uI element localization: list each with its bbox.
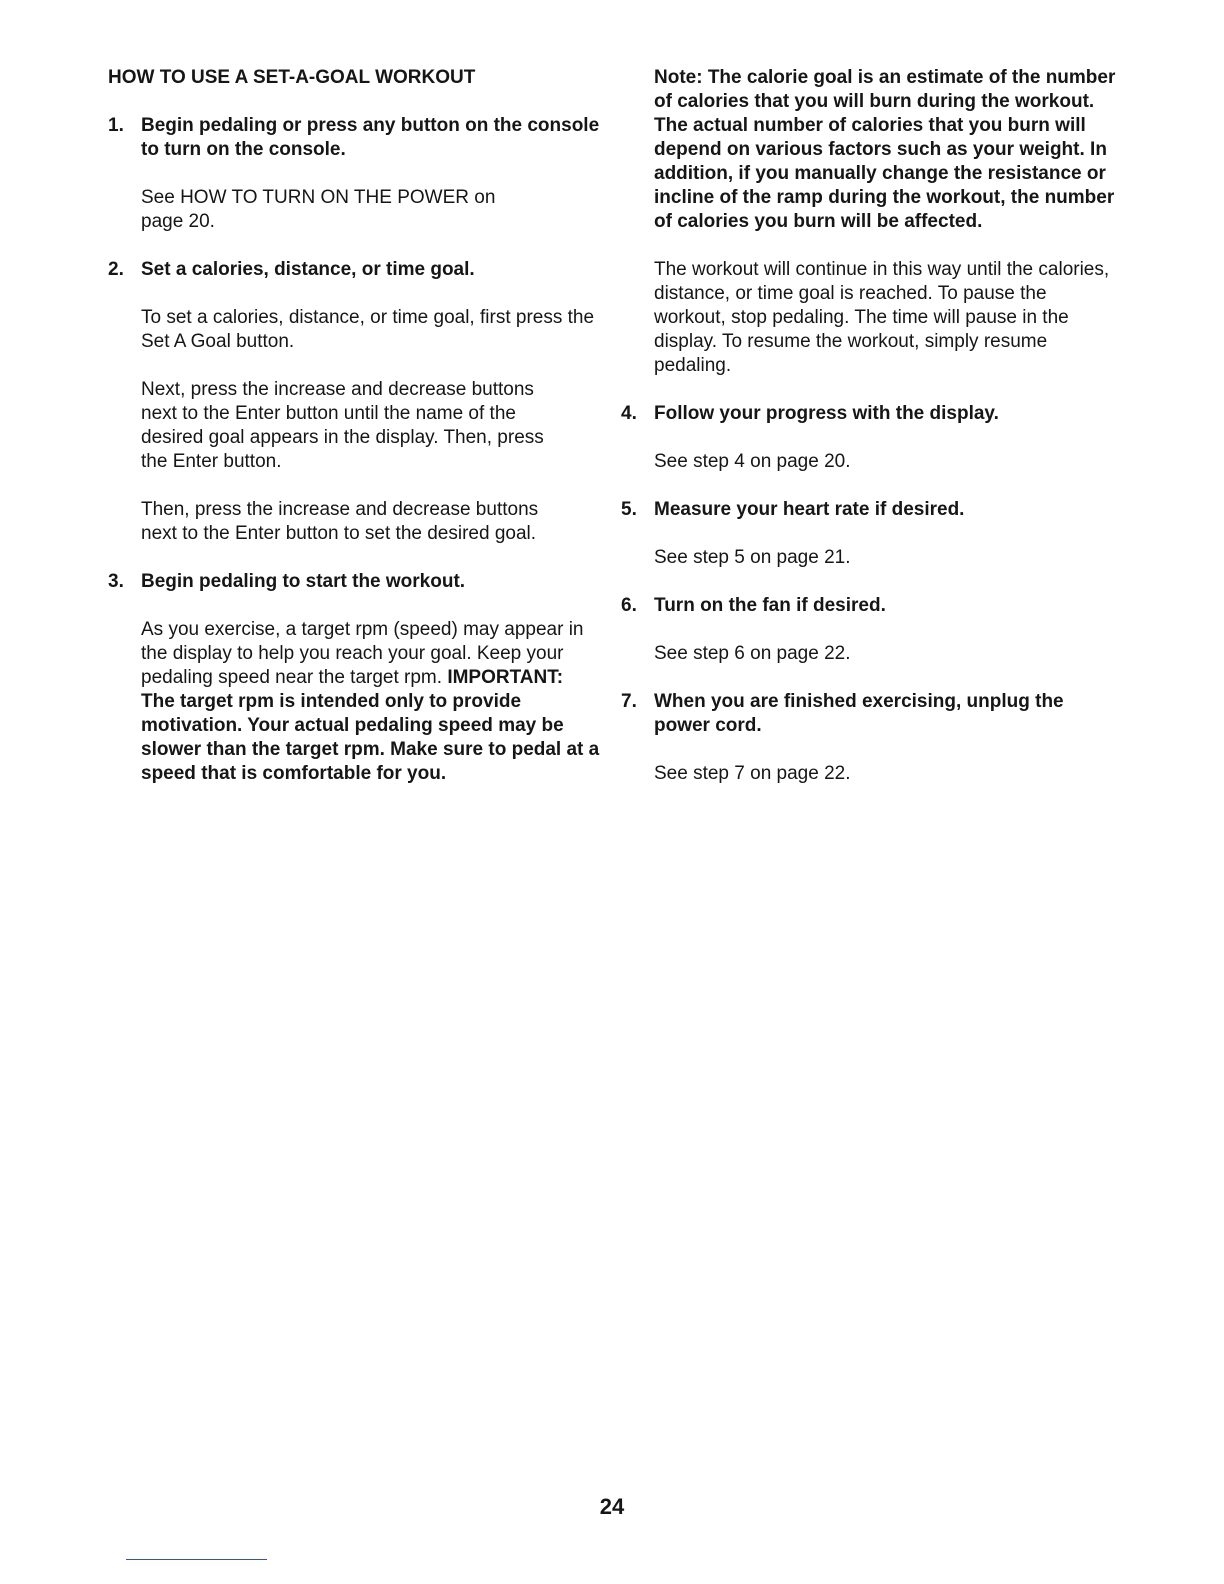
continue-paragraph: The workout will continue in this way until the calories, distance, or time goal is reached. To pause the workout, stop pedaling. The time will pause in the display. To resume the workout, simply resume pedaling. xyxy=(654,259,1110,376)
step-title: Begin pedaling or press any button on the console to turn on the console. xyxy=(141,115,600,160)
step-paragraph: Then, press the increase and decrease buttons next to the Enter button to set the desired goal. xyxy=(141,499,539,544)
step-title: Set a calories, distance, or time goal. xyxy=(141,259,475,280)
step-title: Begin pedaling to start the workout. xyxy=(141,571,466,592)
step-number: 2. xyxy=(108,259,124,280)
step-number: 1. xyxy=(108,115,124,136)
step-number: 4. xyxy=(621,403,637,424)
step-4 xyxy=(621,402,1116,426)
step-paragraph: To set a calories, distance, or time goal, first press the Set A Goal button. xyxy=(141,307,595,352)
step-5 xyxy=(621,498,1116,522)
right-column xyxy=(621,66,1116,810)
step-paragraph: See step 5 on page 21. xyxy=(654,547,851,568)
step-number: 6. xyxy=(621,595,637,616)
important-notice: IMPORTANT: The target rpm is intended only to provide motivation. Your actual pedaling speed may be slower than the target rpm. Make sure to pedal at a speed that is comfortable for you. xyxy=(141,667,600,784)
step-title: Measure your heart rate if desired. xyxy=(654,499,965,520)
step-paragraph: See step 6 on page 22. xyxy=(654,643,851,664)
step-paragraph: See step 4 on page 20. xyxy=(654,451,851,472)
left-column xyxy=(108,66,600,810)
step-title: When you are finished exercising, unplug the power cord. xyxy=(654,691,1064,736)
step-paragraph: See HOW TO TURN ON THE POWER on page 20. xyxy=(141,187,496,232)
step-title: Turn on the fan if desired. xyxy=(654,595,886,616)
step-2 xyxy=(108,258,600,282)
step-number: 3. xyxy=(108,571,124,592)
step-paragraph: Next, press the increase and decrease buttons next to the Enter button until the name of the desired goal appears in the display. Then, press the Enter button. xyxy=(141,379,544,472)
section-heading: HOW TO USE A SET-A-GOAL WORKOUT xyxy=(108,67,476,88)
footer-divider xyxy=(126,1559,267,1560)
step-paragraph: See step 7 on page 22. xyxy=(654,763,851,784)
step-number: 7. xyxy=(621,691,637,712)
step-3 xyxy=(108,570,600,594)
step-paragraph-text: As you exercise, a target rpm (speed) may appear in the display to help you reach your goal. Keep your pedaling speed near the target rpm. xyxy=(141,619,584,688)
calorie-goal-note: Note: The calorie goal is an estimate of the number of calories that you will burn during the workout. The actual number of calories that you burn will depend on various factors such as your weight. In addition, if you manually change the resistance or incline of the ramp during the workout, the number of calories you burn will be affected. xyxy=(654,67,1116,232)
step-7 xyxy=(621,690,1116,738)
step-1 xyxy=(108,114,600,162)
step-title: Follow your progress with the display. xyxy=(654,403,999,424)
step-paragraph xyxy=(141,618,600,786)
step-6 xyxy=(621,594,1116,618)
step-number: 5. xyxy=(621,499,637,520)
page-number: 24 xyxy=(599,1494,625,1519)
